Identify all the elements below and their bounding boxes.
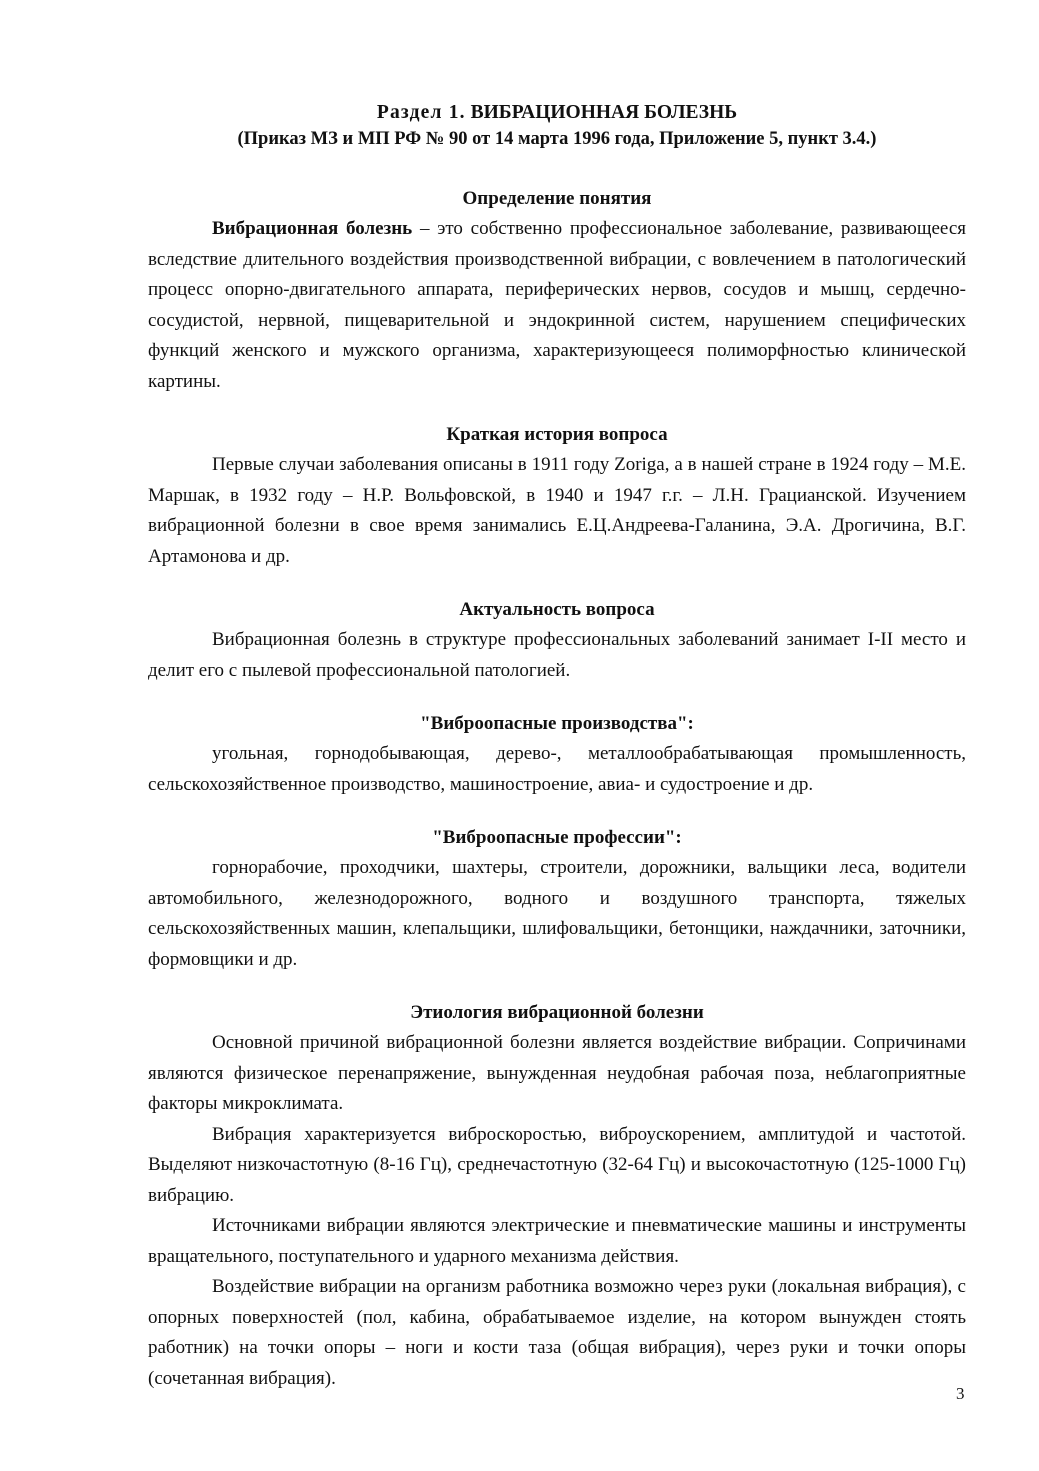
history-paragraph: Первые случаи заболевания описаны в 1911 году Zoriga, а в нашей стране в 1924 году – М.Е. Маршак, в 1932 году – Н.Р. Вольфовской, в 1940 и 1947 г.г. – Л.Н. Грацианской. Изучением вибрационной болезни в свое время занимались Е.Ц.Андреева-Галанина, Э.А. Дрогичина, В.Г. Артамонова и др.	[148, 454, 966, 567]
section-name: ВИБРАЦИОННАЯ БОЛЕЗНЬ	[470, 102, 738, 123]
etiology-heading: Этиология вибрационной болезни	[410, 1002, 704, 1023]
etiology-paragraph-3: Источниками вибрации являются электрические и пневматические машины и инструменты вращательного, поступательного и ударного механизма действия.	[148, 1215, 966, 1267]
professions-heading: "Виброопасные профессии":	[432, 827, 682, 848]
etiology-paragraph-1: Основной причиной вибрационной болезни является воздействие вибрации. Сопричинами являются физическое перенапряжение, вынужденная неудобная рабочая поза, неблагоприятные факторы микроклимата.	[148, 1032, 966, 1114]
order-reference: (Приказ МЗ и МП РФ № 90 от 14 марта 1996 года, Приложение 5, пункт 3.4.)	[237, 129, 877, 149]
etiology-paragraph-4: Воздействие вибрации на организм работника возможно через руки (локальная вибрация), с опорных поверхностей (пол, кабина, обрабатываемое изделие, на котором вынужден стоять работник) на точки опоры – ноги и кости таза (общая вибрация), через руки и точки опоры (сочетанная вибрация).	[148, 1276, 966, 1389]
professions-paragraph: горнорабочие, проходчики, шахтеры, строители, дорожники, вальщики леса, водители автомобильного, железнодорожного, водного и воздушного транспорта, тяжелых сельскохозяйственных машин, клепальщики, шлифовальщики, бетонщики, наждачники, заточники, формовщики и др.	[148, 857, 966, 970]
definition-text: – это собственно профессиональное заболевание, развивающееся вследствие длительного воздействия производственной вибрации, с вовлечением в патологический процесс опорно-двигательного аппарата, периферических нервов, сосудов и мышц, сердечно-сосудистой, нервной, пищеварительной и эндокринной систем, нарушением специфических функций женского и мужского организма, характеризующееся полиморфностью клинической картины.	[148, 218, 966, 392]
etiology-paragraph-2: Вибрация характеризуется виброскоростью, виброускорением, амплитудой и частотой. Выделяют низкочастотную (8-16 Гц), среднечастотную (32-64 Гц) и высокочастотную (125-1000 Гц) вибрацию.	[148, 1123, 966, 1206]
page-number: 3	[956, 1384, 965, 1403]
industries-heading: "Виброопасные производства":	[420, 713, 694, 734]
section-prefix: Раздел 1.	[376, 102, 466, 123]
definition-paragraph	[148, 214, 966, 397]
definition-term: Вибрационная болезнь	[212, 218, 413, 239]
relevance-heading: Актуальность вопроса	[459, 599, 655, 620]
document-page	[148, 100, 966, 1394]
definition-heading: Определение понятия	[462, 188, 652, 209]
relevance-paragraph: Вибрационная болезнь в структуре профессиональных заболеваний занимает I-II место и делит его с пылевой профессиональной патологией.	[148, 629, 966, 681]
history-heading: Краткая история вопроса	[446, 424, 668, 445]
industries-paragraph: угольная, горнодобывающая, дерево-, металлообрабатывающая промышленность, сельскохозяйственное производство, машиностроение, авиа- и судостроение и др.	[148, 743, 966, 795]
section-title	[148, 100, 966, 126]
